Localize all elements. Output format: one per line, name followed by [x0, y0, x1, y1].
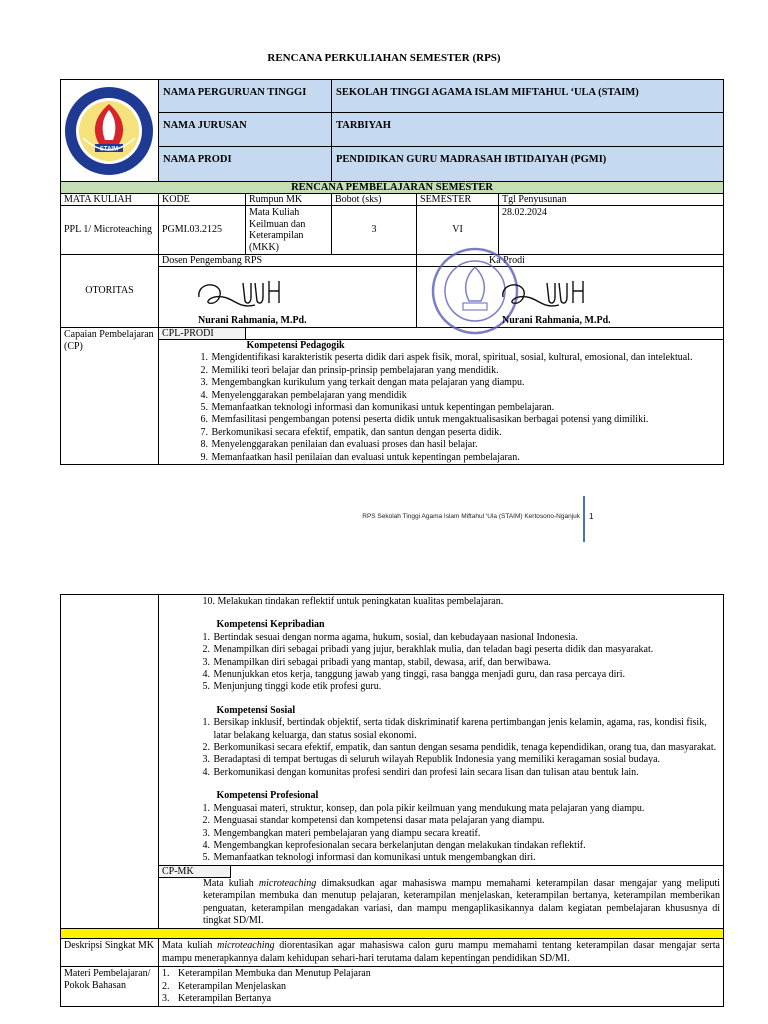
- cpmk-text: Mata kuliah microteaching dimaksudkan agar mahasiswa mampu memahami keterampilan dasar mengajar yang meliputi keterampilan membuka dan menutup pelajaran, keterampilan menjelaskan, keterampilan bertanya, keterampilan memberikan penguatan, keterampilan mengadakan variasi, dan mampu mengaplikasikannya dalam kegiatan pembelajaran khususnya di tingkat SD/MI.: [203, 877, 720, 926]
- yellow-separator: [61, 929, 724, 939]
- footer-divider: [583, 496, 585, 542]
- course-name: PPL 1/ Microteaching: [61, 206, 159, 255]
- col-header-semester: SEMESTER: [417, 194, 499, 206]
- logo-cell: [61, 80, 159, 182]
- pedagogik-cell: [200, 340, 693, 465]
- header-value-prodi: PENDIDIKAN GURU MADRASAH IBTIDAIYAH (PGMI): [332, 147, 724, 182]
- cp-continued-gutter: [159, 595, 203, 866]
- page-number: 1: [589, 512, 594, 521]
- list-item: 4. Berkomunikasi dengan komunitas profesi sendiri dan profesi lain secara lisan dan tulisan atau bentuk lain.: [202, 766, 639, 778]
- list-item: 1. Bertindak sesuai dengan norma agama, hukum, sosial, dan kebudayaan nasional Indonesia.: [202, 631, 578, 643]
- col-header-mata-kuliah: MATA KULIAH: [61, 194, 159, 206]
- pedagogik-list-continued: [203, 596, 721, 608]
- sosial-title: Kompetensi Sosial: [216, 704, 296, 716]
- deskripsi-label: Deskripsi Singkat MK: [61, 939, 159, 967]
- list-item: 7. Berkomunikasi secara efektif, empatik, dan santun dengan peserta didik.: [200, 426, 502, 438]
- course-date: 28.02.2024: [499, 206, 724, 255]
- header-label-perguruan: NAMA PERGURUAN TINGGI: [159, 80, 332, 113]
- list-item: 1. Menguasai materi, struktur, konsep, dan pola pikir keilmuan yang mendukung mata pelajaran yang diampu.: [202, 802, 645, 814]
- dev-name: Nurani Rahmania, M.Pd.: [198, 315, 307, 326]
- list-item: 5. Memanfaatkan teknologi informasi dan komunikasi untuk mengembangkan diri.: [202, 852, 536, 864]
- col-header-bobot: Bobot (sks): [332, 194, 417, 206]
- cpmk-label: CP-MK: [159, 866, 231, 878]
- list-item: 3. Menampilkan diri sebagai pribadi yang mantap, stabil, dewasa, arif, dan berwibawa.: [202, 656, 551, 668]
- list-item: 4. Mengembangkan keprofesionalan secara berkelanjutan dengan melakukan tindakan reflektif.: [202, 839, 586, 851]
- list-item: 5. Menjunjung tinggi kode etik profesi guru.: [202, 681, 382, 693]
- sosial-list: [203, 717, 721, 779]
- cp-continued-label: [61, 595, 159, 929]
- dev-label: Dosen Pengembang RPS: [159, 255, 417, 267]
- list-item: 3. Beradaptasi di tempat bertugas di seluruh wilayah Republik Indonesia yang memiliki keragaman sosial budaya.: [202, 754, 661, 766]
- header-label-prodi: NAMA PRODI: [159, 147, 332, 182]
- col-header-rumpun: Rumpun MK: [246, 194, 332, 206]
- pedagogik-title: Kompetensi Pedagogik: [246, 340, 345, 351]
- list-item: 5. Memanfaatkan teknologi informasi dan komunikasi untuk kepentingan pembelajaran.: [200, 402, 555, 414]
- kepribadian-list: [203, 632, 721, 694]
- header-label-jurusan: NAMA JURUSAN: [159, 113, 332, 147]
- otoritas-label: OTORITAS: [61, 255, 159, 328]
- list-item: 6. Memfasilitasi pengembangan potensi peserta didik untuk mengaktualisasikan berbagai potensi yang dimiliki.: [200, 414, 649, 426]
- course-rumpun: Mata Kuliah Keilmuan dan Keterampilan (MKK): [246, 206, 332, 255]
- rps-table-page1: [60, 79, 724, 465]
- header-value-perguruan: SEKOLAH TINGGI AGAMA ISLAM MIFTAHUL ‘ULA (STAIM): [332, 80, 724, 113]
- cpl-prodi-label: CPL-PRODI: [159, 328, 246, 340]
- materi-list: [162, 968, 720, 1005]
- list-item: 3. Mengembangkan kurikulum yang terkait dengan mata pelajaran yang diampu.: [200, 377, 525, 389]
- course-code: PGMI.03.2125: [159, 206, 246, 255]
- list-item: 4. Menyelenggarakan pembelajaran yang mendidik: [200, 389, 407, 401]
- svg-text:STAIM: STAIM: [99, 146, 119, 152]
- rps-banner: RENCANA PEMBELAJARAN SEMESTER: [61, 182, 724, 194]
- rps-table-page2: [60, 594, 724, 1007]
- profesional-list: [203, 803, 721, 865]
- col-header-kode: KODE: [159, 194, 246, 206]
- kaprodi-name: Nurani Rahmania, M.Pd.: [502, 315, 611, 326]
- cp-continued-cell: [203, 595, 724, 866]
- list-item: 2. Keterampilan Menjelaskan: [162, 980, 287, 992]
- cpmk-cell: [159, 865, 724, 929]
- dev-signature-icon: [195, 275, 305, 313]
- list-item: 2. Menguasai standar kompetensi dan kompetensi dasar mata pelajaran yang diampu.: [202, 815, 545, 827]
- list-item: 8. Menyelenggarakan penilaian dan evaluasi proses dan hasil belajar.: [200, 439, 478, 451]
- col-header-tgl: Tgl Penyusunan: [499, 194, 724, 206]
- list-item: 3. Mengembangkan materi pembelajaran yang diampu secara kreatif.: [202, 827, 481, 839]
- list-item: 3. Keterampilan Bertanya: [162, 992, 272, 1004]
- list-item: 1. Mengidentifikasi karakteristik peserta didik dari aspek fisik, moral, spiritual, sosial, kultural, emosional, dan intelektual.: [200, 352, 693, 364]
- deskripsi-text: Mata kuliah microteaching diorentasikan agar mahasiswa calon guru mampu memahami tentang keterampilan dasar mengajar serta mampu menerapkannya dalam kehidupan sehari-hari terutama dalam kepentingan pendidikan SD/MI.: [159, 939, 724, 967]
- list-item: 2. Menampilkan diri sebagai pribadi yang jujur, berakhlak mulia, dan teladan bagi peserta didik dan masyarakat.: [202, 644, 654, 656]
- pedagogik-list: [201, 352, 718, 464]
- header-value-jurusan: TARBIYAH: [332, 113, 724, 147]
- list-item: 2. Memiliki teori belajar dan prinsip-prinsip pembelajaran yang mendidik.: [200, 364, 499, 376]
- list-item: 2. Berkomunikasi secara efektif, empatik, dan santun dengan sesama pendidik, tenaga kependidikan, orang tua, dan masyarakat.: [202, 742, 717, 754]
- cp-label: Capaian Pembelajaran (CP): [61, 328, 159, 465]
- materi-cell: [159, 967, 724, 1007]
- kaprodi-label: Ka Prodi: [417, 255, 724, 267]
- kaprodi-signature-icon: [499, 275, 609, 313]
- page-footer: RPS Sekolah Tinggi Agama Islam Miftahul ‘Ula (STAIM) Kertosono-Nganjuk: [362, 513, 580, 520]
- list-item: 1. Bersikap inklusif, bertindak objektif, serta tidak diskriminatif karena pertimbangan jenis kelamin, agama, ras, kondisi fisik, latar belakang keluarga, dan status sosial ekonomi.: [202, 717, 707, 741]
- staim-logo-icon: [61, 82, 157, 180]
- list-item: 9. Memanfaatkan hasil penilaian dan evaluasi untuk kepentingan pembelajaran.: [200, 451, 520, 463]
- kaprodi-signature-cell: [417, 267, 724, 328]
- course-sks: 3: [332, 206, 417, 255]
- list-item: 1. Keterampilan Membuka dan Menutup Pelajaran: [162, 968, 371, 980]
- document-title: RENCANA PERKULIAHAN SEMESTER (RPS): [267, 52, 501, 64]
- list-item: 10. Melakukan tindakan reflektif untuk peningkatan kualitas pembelajaran.: [202, 596, 504, 607]
- list-item: 4. Menunjukkan etos kerja, tanggung jawab yang tinggi, rasa bangga menjadi guru, dan rasa percaya diri.: [202, 669, 626, 681]
- dev-signature-cell: [159, 267, 417, 328]
- course-semester: VI: [417, 206, 499, 255]
- kepribadian-title: Kompetensi Kepribadian: [216, 619, 325, 631]
- profesional-title: Kompetensi Profesional: [216, 790, 319, 802]
- materi-label: Materi Pembelajaran/ Pokok Bahasan: [61, 967, 159, 1007]
